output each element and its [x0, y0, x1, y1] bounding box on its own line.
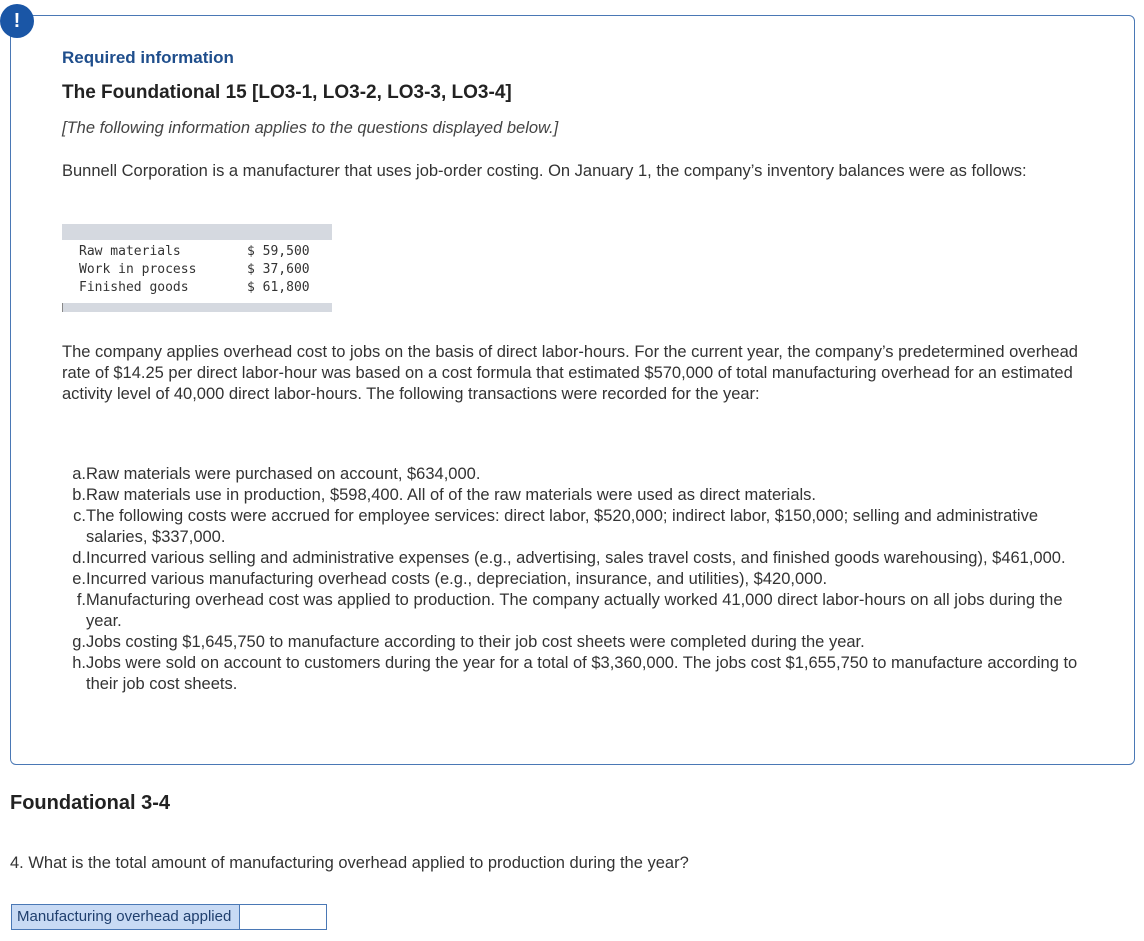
transactions-list [62, 464, 1092, 695]
answer-row [11, 904, 327, 930]
table-footer-bar [62, 303, 332, 312]
answer-input-wrap [240, 905, 326, 929]
inventory-label: Finished goods [79, 280, 189, 295]
exclamation-icon: ! [0, 4, 34, 38]
list-item-letter: b. [72, 486, 86, 504]
table-row [79, 261, 327, 279]
inventory-label: Work in process [79, 262, 197, 277]
table-row [79, 243, 327, 261]
table-row [79, 279, 327, 297]
list-item [62, 548, 1092, 569]
list-item-letter: d. [72, 549, 86, 567]
list-item-text: Manufacturing overhead cost was applied to production. The company actually worked 41,000 direct labor-hours on all jobs during the year. [86, 591, 1063, 630]
question-text: 4. What is the total amount of manufacturing overhead applied to production during the year? [10, 854, 689, 872]
inventory-label: Raw materials [79, 244, 181, 259]
answer-label: Manufacturing overhead applied [12, 905, 240, 929]
inventory-value: $ 59,500 [247, 244, 310, 259]
list-item-letter: a. [72, 465, 86, 483]
applies-note: [The following information applies to the questions displayed below.] [62, 119, 559, 137]
required-information-label: Required information [62, 48, 234, 67]
list-item-letter: c. [73, 507, 86, 525]
list-item-letter: g. [72, 633, 86, 651]
table-header-bar [62, 224, 332, 240]
list-item-text: The following costs were accrued for employee services: direct labor, $520,000; indirect labor, $150,000; selling and administrative salaries, $337,000. [86, 507, 1039, 546]
overhead-paragraph: The company applies overhead cost to jobs on the basis of direct labor-hours. For the current year, the company’s predetermined overhead rate of $14.25 per direct labor-hour was based on a cost formula that estimated $570,000 of total manufacturing overhead for an estimated activity level of 40,000 direct labor-hours. The following transactions were recorded for the year: [62, 343, 1078, 403]
list-item-text: Incurred various selling and administrative expenses (e.g., advertising, sales travel costs, and finished goods warehousing), $461,000. [86, 549, 1066, 567]
inventory-value: $ 37,600 [247, 262, 310, 277]
manufacturing-overhead-applied-input[interactable] [240, 905, 326, 929]
list-item [62, 653, 1092, 695]
list-item-letter: e. [72, 570, 86, 588]
list-item-text: Jobs costing $1,645,750 to manufacture according to their job cost sheets were completed during the year. [86, 633, 865, 651]
list-item [62, 464, 1092, 485]
section-title: Foundational 3-4 [10, 792, 170, 814]
list-item-letter: h. [72, 654, 86, 672]
inventory-balances-table [62, 224, 332, 312]
intro-paragraph: Bunnell Corporation is a manufacturer that uses job-order costing. On January 1, the company’s inventory balances were as follows: [62, 162, 1027, 180]
list-item [62, 569, 1092, 590]
list-item [62, 485, 1092, 506]
inventory-rows [79, 243, 327, 297]
list-item [62, 506, 1092, 548]
inventory-value: $ 61,800 [247, 280, 310, 295]
list-item [62, 632, 1092, 653]
list-item-text: Raw materials were purchased on account, $634,000. [86, 465, 481, 483]
table-footer-tick [62, 303, 63, 312]
list-item-text: Incurred various manufacturing overhead costs (e.g., depreciation, insurance, and utilities), $420,000. [86, 570, 828, 588]
list-item-text: Jobs were sold on account to customers during the year for a total of $3,360,000. The jobs cost $1,655,750 to manufacture according to their job cost sheets. [86, 654, 1078, 693]
list-item-letter: f. [76, 591, 86, 609]
problem-title: The Foundational 15 [LO3-1, LO3-2, LO3-3, LO3-4] [62, 82, 512, 103]
list-item-text: Raw materials use in production, $598,400. All of of the raw materials were used as direct materials. [86, 486, 817, 504]
list-item [62, 590, 1092, 632]
